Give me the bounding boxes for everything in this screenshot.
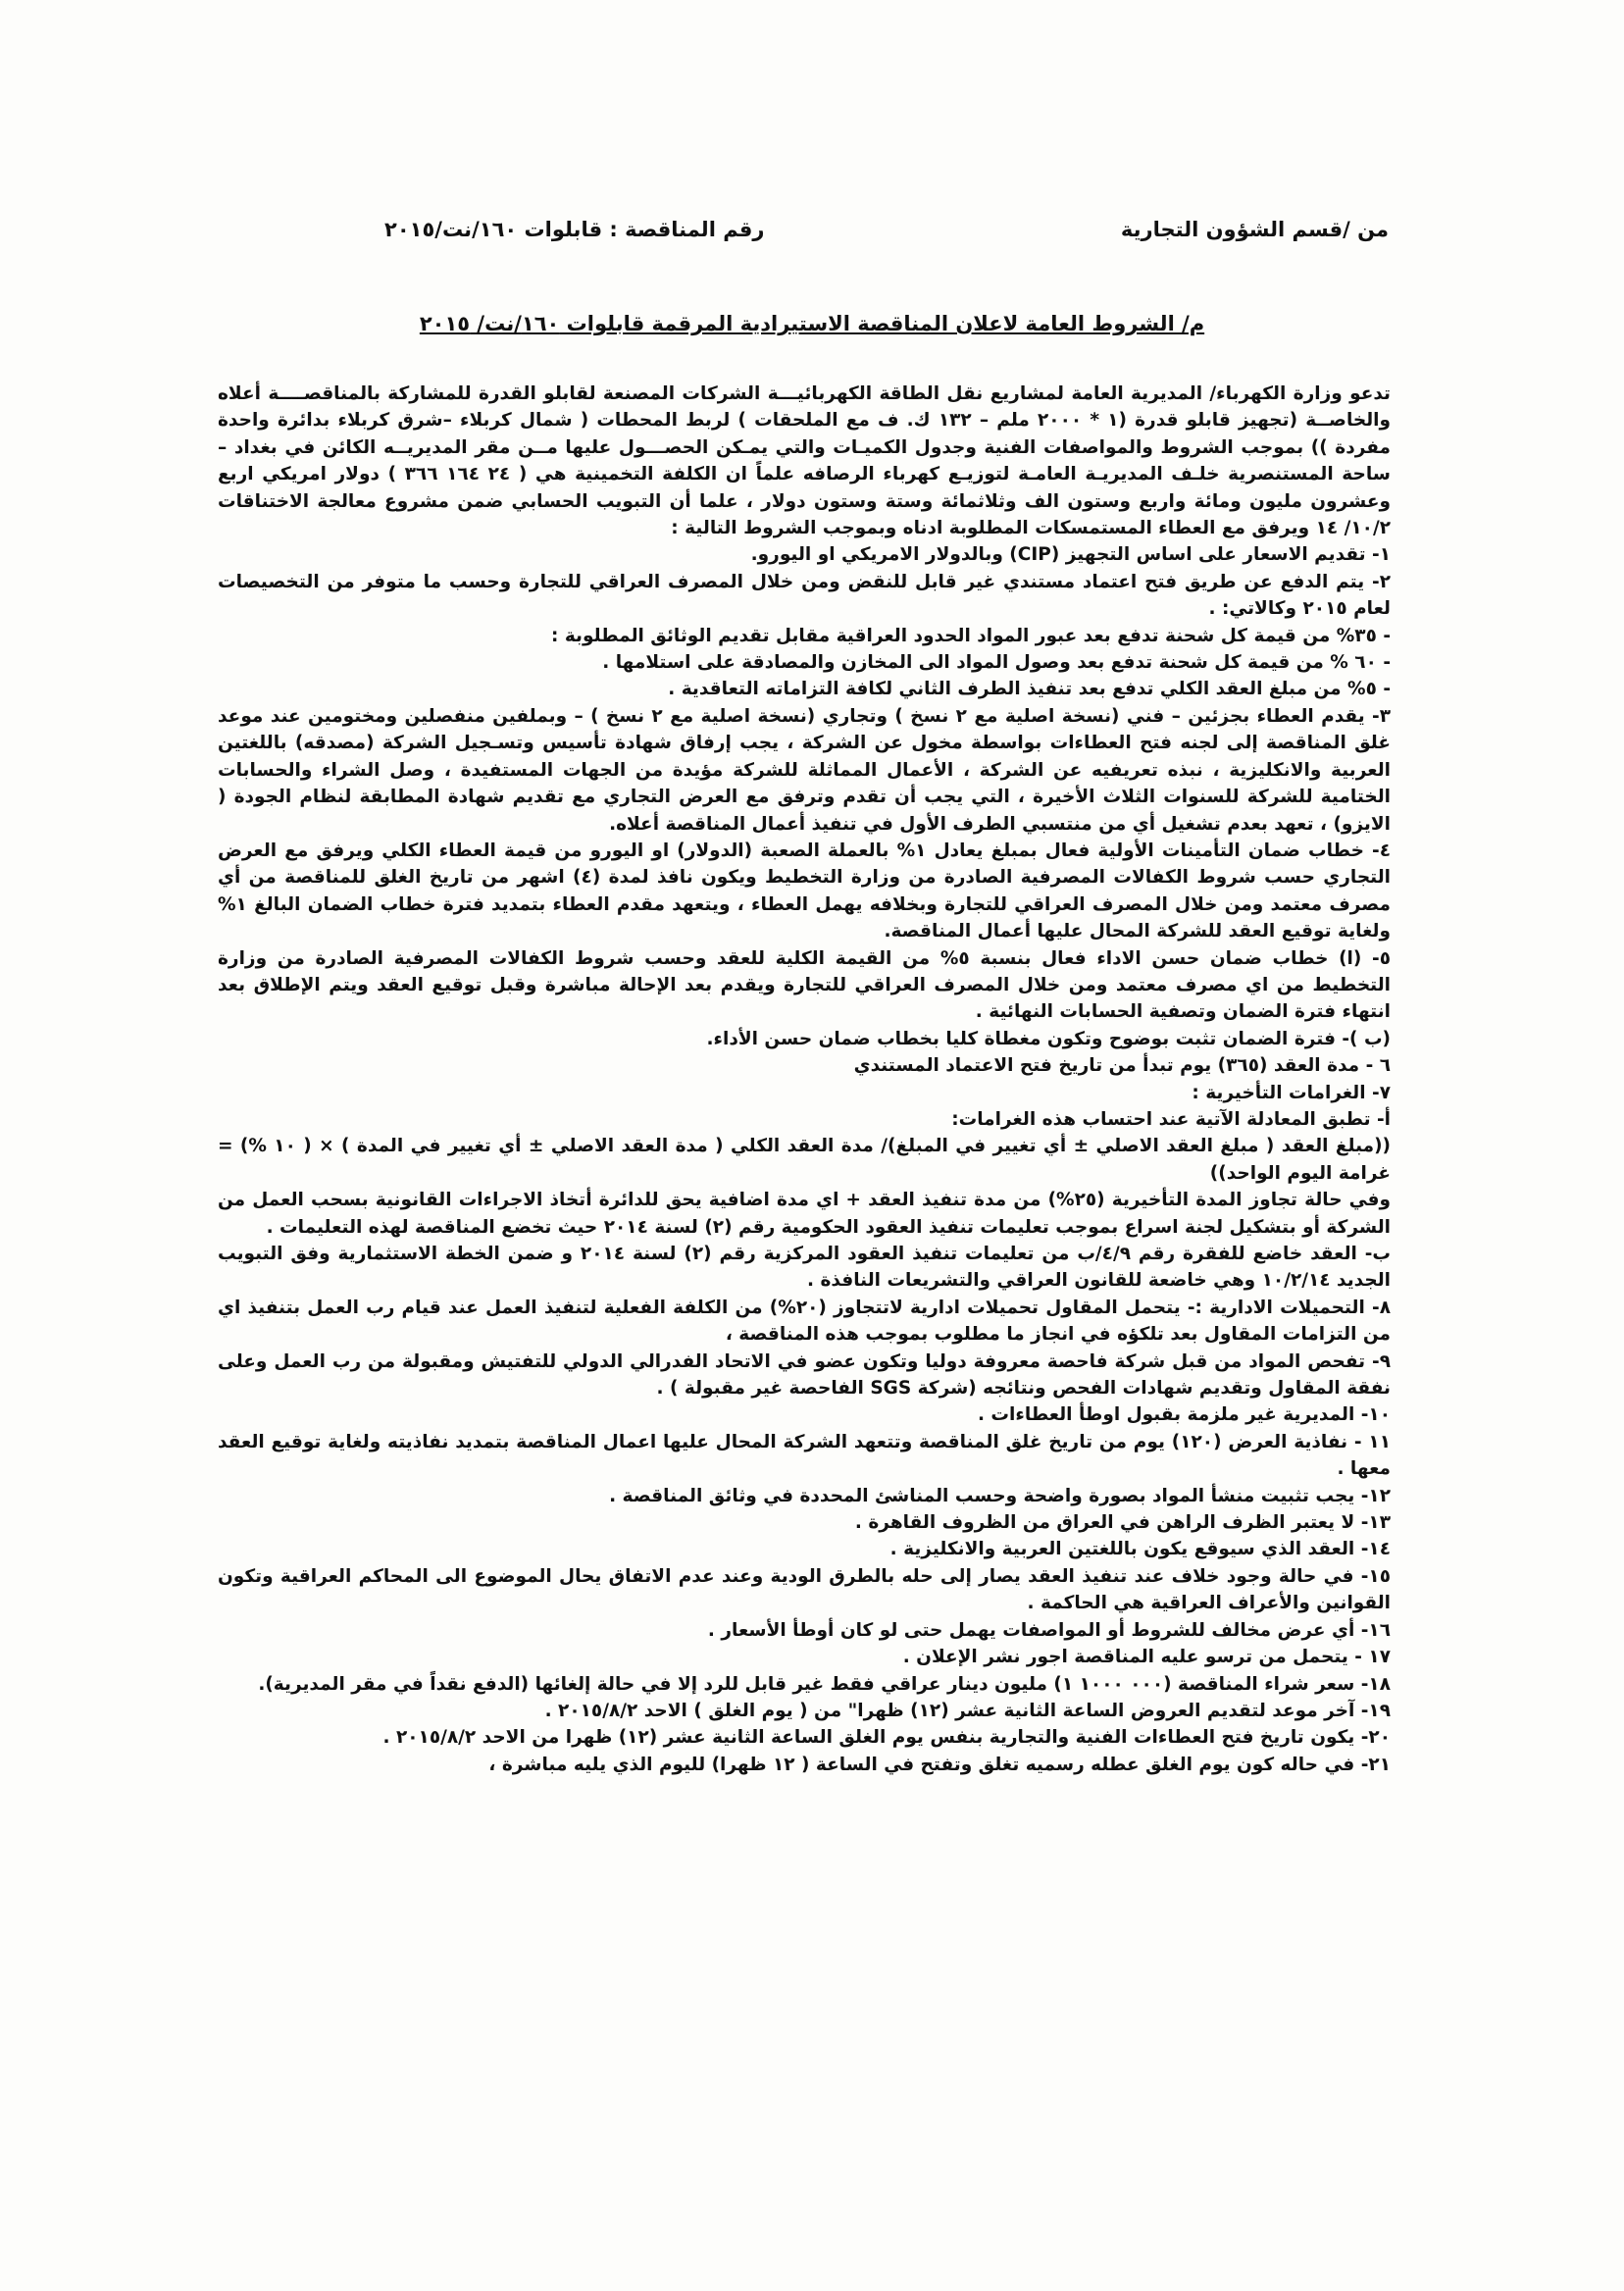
clause-8: ٨- التحميلات الادارية :- يتحمل المقاول تحميلات ادارية لاتتجاوز (٢٠%) من الكلفة الفعلية لتنفيذ العمل عند قيام رب العمل بتنفيذ اي من التزامات المقاول بعد تلكؤه في انجاز ما مطلوب بموجب هذه المناقصة ، (218, 1297, 1391, 1346)
tender-number: رقم المناقصة : قابلوات ١٦٠/نت/٢٠١٥ (384, 218, 765, 241)
clause-11: ١١ - نفاذية العرض (١٢٠) يوم من تاريخ غلق المناقصة وتتعهد الشركة المحال عليها اعمال المناقصة بتمديد نفاذيته ولغاية توقيع العقد معها . (218, 1431, 1391, 1480)
clause-6: ٦ - مدة العقد (٣٦٥) يوم تبدأ من تاريخ فتح الاعتماد المستندي (853, 1055, 1391, 1077)
clause-20: ٢٠- يكون تاريخ فتح العطاءات الفنية والتجارية بنفس يوم الغلق الساعة الثانية عشر (١٢) ظهرا من الاحد ٢٠١٥/٨/٢ . (382, 1727, 1391, 1749)
clause-5a: ٥- (ا) خطاب ضمان حسن الاداء فعال بنسبة ٥% من القيمة الكلية للعقد وحسب شروط الكفالات المصرفية الصادرة من وزارة التخطيط من اي مصرف معتمد ومن خلال المصرف العراقي للتجارة ويقدم بعد الإحالة مباشرة وقبل توقيع العقد ويتم الإطلاق بعد انتهاء فترة الضمان وتصفية الحسابات النهائية . (218, 947, 1391, 1023)
clause-3: ٣- يقدم العطاء بجزئين – فني (نسخة اصلية مع ٢ نسخ ) وتجاري (نسخة اصلية مع ٢ نسخ ) – وبملفين منفصلين ومختومين عند موعد غلق المناقصة إلى لجنه فتح العطاءات بواسطة مخول عن الشركة ، يجب إرفاق شهادة تأسيس وتسـجيل الشركة (مصدقه) باللغتين العربية والانكليزية ، نبذه تعريفيه عن الشركة ، الأعمال المماثلة للشركة مؤيدة من الجهات المستفيدة ، وصل الشراء والحسابات الختامية للشركة للسنوات الثلاث الأخيرة ، التي يجب أن تقدم وترفق مع العرض التجاري مع تقديم شهادة المطابقة لنظام الجودة ( الايزو) ، تعهد بعدم تشغيل أي من منتسبي الطرف الأول في تنفيذ أعمال المناقصة أعلاه. (218, 705, 1391, 835)
penalty-formula: ((مبلغ العقد ( مبلغ العقد الاصلي ± أي تغيير في المبلغ)/ مدة العقد الكلي ( مدة العقد الاصلي ± أي تغيير في المدة ) × ( ١٠ %) = غرامة اليوم الواحد)) (218, 1136, 1391, 1184)
clause-19: ١٩- آخر موعد لتقديم العروض الساعة الثانية عشر (١٢) ظهرا" من ( يوم الغلق ) الاحد ٢٠١٥/٨/٢ . (544, 1700, 1391, 1721)
clause-2-item: - ٥% من مبلغ العقد الكلي تدفع بعد تنفيذ الطرف الثاني لكافة التزاماته التعاقدية . (668, 679, 1391, 700)
clause-1: ١- تقديم الاسعار على اساس التجهيز (CIP) وبالدولار الامريكي او اليورو. (750, 544, 1391, 566)
document-title: م/ الشروط العامة لاعلان المناقصة الاستيرادية المرقمة قابلوات ١٦٠/نت/ ٢٠١٥ (419, 312, 1205, 335)
clause-7: ٧- الغرامات التأخيرية : (1192, 1082, 1391, 1103)
clause-5b: (ب )- فترة الضمان تثبت بوضوح وتكون مغطاة كليا بخطاب ضمان حسن الأداء. (706, 1028, 1391, 1049)
document-body (218, 381, 1391, 1778)
intro-paragraph: تدعو وزارة الكهرباء/ المديرية العامة لمشاريع نقل الطاقة الكهربائيـــة الشركات المصنعة لقابلو القدرة للمشاركة بالمناقصــــة أعلاه والخاصــة (تجهيز قابلو قدرة (١ * ٢٠٠٠ ملم – ١٣٢ ك. ف مع الملحقات ) لربط المحطات ( شمال كربلاء –شرق كربلاء بدائرة واحدة مفردة )) بموجب الشروط والمواصفات الفنية وجدول الكميـات والتي يمـكن الحصـــول عليها مــن مقر المديريــه الكائن في بغداد – ساحة المستنصرية خلـف المديريـة العامـة لتوزيـع كهرباء الرصافه علماً ان الكلفة التخمينية هي ( ٢٤ ١٦٤ ٣٦٦ ) دولار امريكي اربع وعشرون مليون ومائة واربع وستون الف وثلاثمائة وستة وستون دولار ، علما أن التبويب الحسابي ضمن مشروع معالجة الاختناقات ١٠/٢/ ١٤ ويرفق مع العطاء المستمسكات المطلوبة ادناه وبموجب الشروط التالية : (218, 383, 1392, 539)
clause-9: ٩- تفحص المواد من قبل شركة فاحصة معروفة دوليا وتكون عضو في الاتحاد الفدرالي الدولي للتفتيش ومقبولة من رب العمل وعلى نفقة المقاول وتقديم شهادات الفحص ونتائجه (شركة SGS الفاحصة غير مقبولة ) . (218, 1350, 1391, 1400)
clause-12: ١٢- يجب تثبيت منشأ المواد بصورة واضحة وحسب المناشئ المحددة في وثائق المناقصة . (609, 1485, 1391, 1506)
clause-21: ٢١- في حاله كون يوم الغلق عطله رسميه تغلق وتفتح في الساعة ( ١٢ ظهرا) لليوم الذي يليه مباشرة ، (488, 1754, 1391, 1775)
clause-13: ١٣- لا يعتبر الظرف الراهن في العراق من الظروف القاهرة . (854, 1512, 1391, 1534)
clause-2-item: - ٣٥% من قيمة كل شحنة تدفع بعد عبور المواد الحدود العراقية مقابل تقديم الوثائق المطلوبة : (550, 625, 1391, 646)
clause-2: ٢- يتم الدفع عن طريق فتح اعتماد مستندي غير قابل للنقض ومن خلال المصرف العراقي للتجارة وحسب ما متوفر من التخصيصات لعام ٢٠١٥ وكالاتي: . (218, 571, 1391, 620)
clause-2-item: - ٦٠ % من قيمة كل شحنة تدفع بعد وصول المواد الى المخازن والمصادقة على استلامها . (602, 652, 1391, 674)
clause-18: ١٨- سعر شراء المناقصة (٠٠٠ ١٠٠٠ ١) مليون دينار عراقي فقط غير قابل للرد إلا في حالة إلغائها (الدفع نقداً في مقر المديرية). (258, 1673, 1391, 1695)
clause-10: ١٠- المديرية غير ملزمة بقبول اوطأ العطاءات . (977, 1404, 1391, 1426)
clause-7a: أ- تطبق المعادلة الآتية عند احتساب هذه الغرامات: (951, 1108, 1391, 1130)
clause-7-delay: وفي حالة تجاوز المدة التأخيرية (٢٥%) من مدة تنفيذ العقد + اي مدة اضافية يحق للدائرة أتخاذ الاجراءات القانونية بسحب العمل من الشركة أو بتشكيل لجنة اسراع بموجب تعليمات تنفيذ العقود الحكومية رقم (٢) لسنة ٢٠١٤ حيث تخضع المناقصة لهذه التعليمات . (218, 1190, 1391, 1238)
clause-15: ١٥- في حالة وجود خلاف عند تنفيذ العقد يصار إلى حله بالطرق الودية وعند عدم الاتفاق يحال الموضوع الى المحاكم العراقية وتكون القوانين والأعراف العراقية هي الحاكمة . (218, 1565, 1391, 1614)
clause-16: ١٦- أي عرض مخالف للشروط أو المواصفات يهمل حتى لو كان أوطأ الأسعار . (707, 1619, 1391, 1641)
clause-7b: ب- العقد خاضع للفقرة رقم ٤/٩/ب من تعليمات تنفيذ العقود المركزية رقم (٢) لسنة ٢٠١٤ و ضمن الخطة الاستثمارية وفق التبويب الجديد ١٠/٢/١٤ وهي خاضعة للقانون العراقي والتشريعات النافذة . (218, 1244, 1391, 1292)
clause-4: ٤- خطاب ضمان التأمينات الأولية فعال بمبلغ يعادل ١% بالعملة الصعبة (الدولار) او اليورو من قيمة العطاء الكلي ويرفق مع العرض التجاري حسب شروط الكفالات المصرفية الصادرة من وزارة التخطيط ويكون نافذ لمدة (٤) اشهر من تاريخ الغلق للمناقصة من أي مصرف معتمد ومن خلال المصرف العراقي للتجارة وبخلافه يهمل العطاء ، ويتعهد مقدم العطاء بتمديد فترة خطاب الضمان البالغ ١% ولغاية توقيع العقد للشركة المحال عليها أعمال المناقصة. (218, 840, 1391, 942)
clause-14: ١٤- العقد الذي سيوقع يكون باللغتين العربية والانكليزية . (889, 1539, 1391, 1560)
clause-17: ١٧ - يتحمل من ترسو عليه المناقصة اجور نشر الإعلان . (902, 1647, 1391, 1668)
sender-department: من /قسم الشؤون التجارية (1120, 218, 1389, 241)
